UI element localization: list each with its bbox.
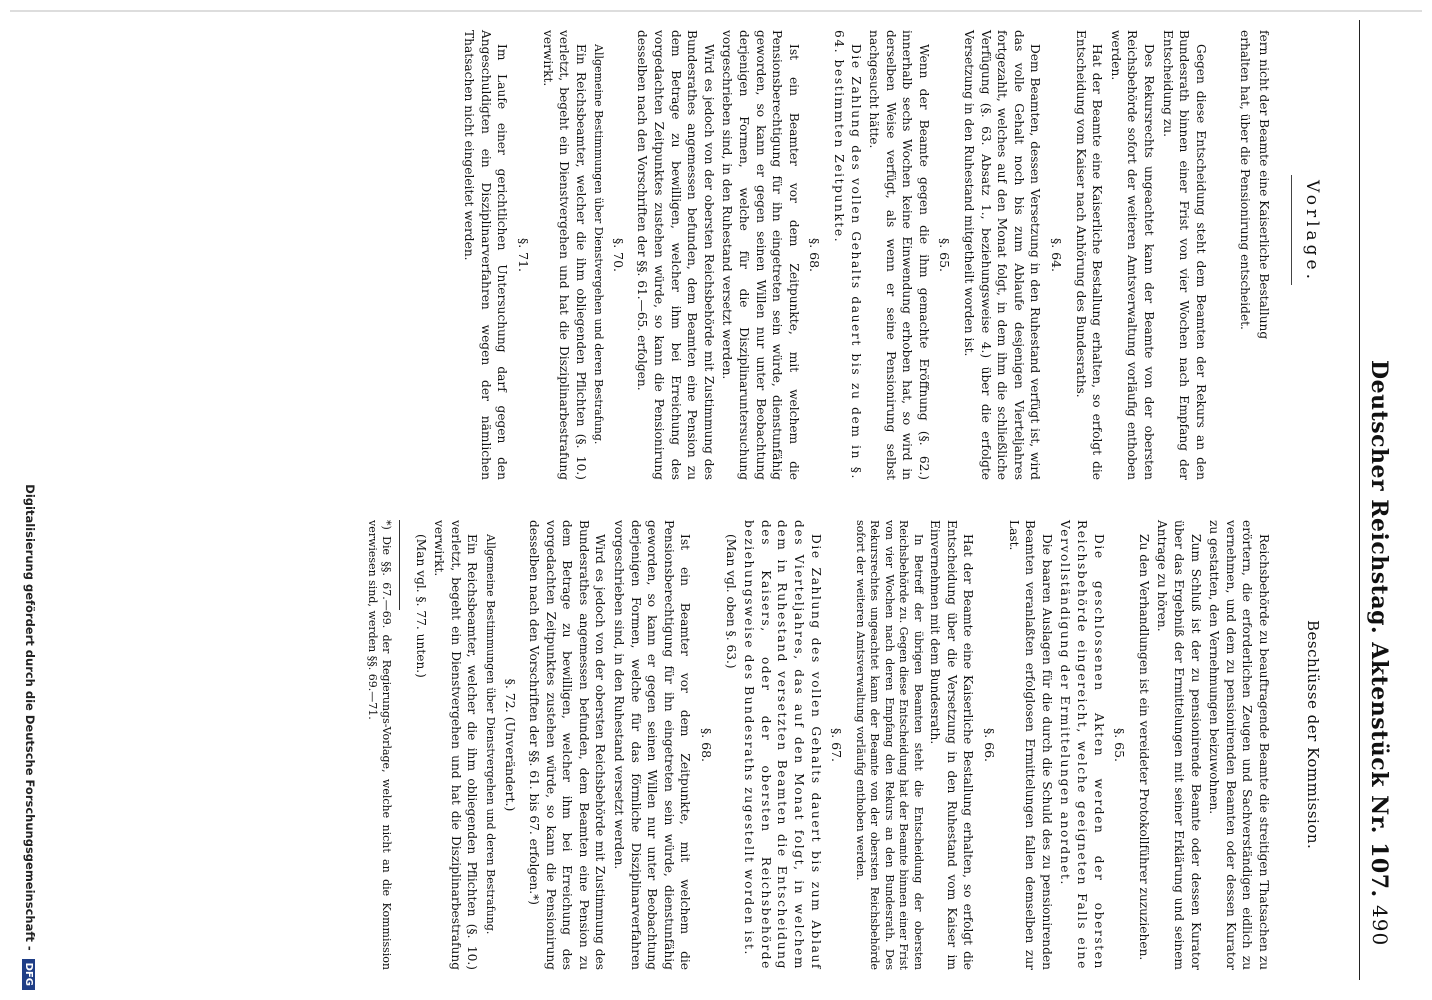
right-paragraph: Ein Reichsbeamter, welcher die ihm obliegenden Pflichten (§. 10.) verletzt, begeht ein Dienstvergehen und hat die Disziplinarbestrafung verwirkt.: [432, 520, 480, 970]
section-heading: §. 70.: [610, 237, 626, 273]
left-heading-rule: [1291, 175, 1292, 285]
right-paragraph: Die Zahlung des vollen Gehalts dauert bis zum Ablauf des Vierteljahres, das auf den Monat folgt, in welchem dem in Ruhestand versetzten Beamten die Entscheidung des Kaisers, oder der obersten Reichsbehörde beziehungsweise des Bundesraths zugestellt worden ist.: [742, 520, 823, 970]
section-heading: §. 67.: [829, 727, 845, 763]
left-continuation-line-1: fern nicht der Beamte eine Kaiserliche Bestallung: [1257, 30, 1271, 340]
left-continuation-line-2: erhalten hat, über die Pensionirung entscheidet.: [1238, 30, 1253, 330]
right-paragraph: Allgemeine Bestimmungen über Dienstvergehen und deren Bestrafung.: [483, 534, 497, 935]
section-heading: §. 64.: [1049, 237, 1065, 273]
right-paragraph: Zum Schluß ist der zu pensionirende Beamte oder dessen Kurator über das Ergebniß der Ermittelungen mit seiner Erklärung und seinem Antrage zu hören.: [1155, 520, 1203, 970]
footnote: *) Die §§. 67.—69. der Regierungs-Vorlage, welche nicht an die Kommission verwiesen sind, werden §§. 69.—71.: [366, 520, 394, 970]
digitization-text: Digitalisierung gefördert durch die Deutsche Forschungsgemeinschaft -: [23, 484, 37, 951]
section-heading: §. 71.: [515, 237, 531, 273]
page-title: Deutscher Reichstag. Aktenstück Nr. 107.: [1366, 360, 1392, 898]
scan-edge: [10, 10, 1422, 12]
right-paragraph: Die geschlossenen Akten werden der obersten Reichsbehörde eingereicht, welche geeigneten Falls eine Vervollständigung der Ermittelungen anordnet.: [1058, 520, 1106, 970]
right-paragraph: Ist ein Beamter vor dem Zeitpunkte, mit welchem die Pensionsberechtigung für ihn eingetreten sein würde, dienstunfähig geworden, so kann er gegen seinen Willen nur unter Beobachtung derjenigen Formen, welche für das förmliche Disziplinarverfahren vorgeschrieben sind, in den Ruhestand versetzt werden.: [612, 520, 693, 970]
section-heading: §. 72. (Unverändert.): [502, 678, 518, 812]
header-rule: [1359, 20, 1360, 980]
section-heading: §. 68.: [699, 727, 715, 763]
left-paragraph: Des Rekursrechts ungeachtet kann der Beamte von der obersten Reichsbehörde sofort der weiteren Amtsverwaltung vorläufig enthoben werden.: [1108, 30, 1157, 480]
left-paragraph: Ist ein Beamter vor dem Zeitpunkte, mit welchem die Pensionsberechtigung für ihn eingetreten sein würde, dienstunfähig geworden, so kann er gegen seinen Willen nur unter Beobachtung derjenigen Formen, welche für die Disziplinaruntersuchung vorgeschrieben sind, in den Ruhestand versetzt werden.: [720, 30, 801, 480]
right-paragraph: Wird es jedoch von der obersten Reichsbehörde mit Zustimmung des Bundesrathes angemessen befunden, dem Beamten eine Pension zu dem Betrage zu bewilligen, welcher ihm bei Erreichung des vorgedachten Zeitpunktes zustehen würde, so kann die Pensionirung desselben nach den Vorschriften der §§. 61. bis 67. erfolgen.*): [527, 520, 608, 970]
left-column-heading: Vorlage.: [1302, 180, 1322, 283]
right-paragraph: (Man vgl. §. 77. unten.): [413, 534, 428, 678]
left-paragraph: Dem Beamten, dessen Versetzung in den Ruhestand verfügt ist, wird das volle Gehalt noch bis zum Ablaufe desjenigen Vierteljahres fortgezahlt, welches auf den Monat folgt, in dem ihm die schließliche Verfügung (§. 63. Absatz 1., beziehungsweise 4.) über die erfolgte Versetzung in den Ruhestand mitgetheilt worden ist.: [962, 30, 1043, 480]
page-number: 490: [1368, 905, 1392, 947]
right-column: [365, 520, 1272, 970]
left-column: [459, 30, 1272, 480]
section-heading: §. 66.: [982, 727, 998, 763]
right-paragraph: Reichsbehörde zu beauftragende Beamte die streitigen Thatsachen zu erörtern, die erforderlichen Zeugen und Sachverständigen eidlich zu vernehmen, und dem zu pensionirenden Beamten oder dessen Kurator zu gestatten, den Vernehmungen beizuwohnen.: [1207, 520, 1271, 970]
left-paragraph: Im Laufe einer gerichtlichen Untersuchung darf gegen den Angeschuldigten ein Disziplinarverfahren wegen der nämlichen Thatsachen nicht eingeleitet werden.: [462, 30, 510, 480]
right-paragraph: In Betreff der übrigen Beamten steht die Entscheidung der obersten Reichsbehörde zu. Gegen diese Entscheidung hat der Beamte binnen einer Frist von vier Wochen nach deren Empfang den Rekurs an den Bundesrath. Des Rekursrechtes ungeachtet kann der Beamte von der obersten Reichsbehörde sofort der weiteren Amtsverwaltung vorläufig enthoben werden.: [853, 520, 925, 970]
right-paragraph: Hat der Beamte eine Kaiserliche Bestallung erhalten, so erfolgt die Entscheidung über die Versetzung in den Ruhestand vom Kaiser im Einvernehmen mit dem Bundesrath.: [928, 520, 976, 970]
left-paragraph: Gegen diese Entscheidung steht dem Beamten der Rekurs an den Bundesrath binnen einer Frist von vier Wochen nach Empfang der Entscheidung zu.: [1160, 30, 1208, 480]
right-column-heading: Beschlüsse der Kommission.: [1304, 620, 1322, 850]
right-paragraph: Die baaren Auslagen für die durch die Schuld des zu pensionirenden Beamten veranlaßten erfolglosen Ermittelungen fallen demselben zur Last.: [1006, 520, 1054, 970]
right-paragraph: (Man vgl. oben §. 63.): [723, 534, 738, 669]
section-heading: §. 65.: [1112, 727, 1128, 763]
left-paragraph: Allgemeine Bestimmungen über Dienstvergehen und deren Bestrafung.: [592, 44, 606, 445]
left-paragraph: Die Zahlung des vollen Gehalts dauert bis zu dem in §. 64. bestimmten Zeitpunkte.: [831, 30, 863, 480]
left-paragraph: Wenn der Beamte gegen die ihm gemachte Eröffnung (§. 62.) innerhalb sechs Wochen keine Einwendung erhoben hat, so wird in derselben Weise verfügt, als wenn er seine Pensionirung selbst nachgesucht hätte.: [867, 30, 931, 480]
left-paragraph: Hat der Beamte eine Kaiserliche Bestallung erhalten, so erfolgt die Entscheidung vom Kaiser nach Anhörung des Bundesraths.: [1073, 30, 1105, 480]
digitization-credit: [13, 10, 37, 990]
dfg-logo: DFG: [22, 959, 35, 990]
left-paragraph: Wird es jedoch von der obersten Reichsbehörde mit Zustimmung des Bundesrathes angemessen befunden, dem Beamten eine Pension zu dem Betrage zu bewilligen, welcher ihm bei Erreichung des vorgedachten Zeitpunktes zustehen würde, so kann die Pensionirung desselben nach den Vorschriften der §§. 61.—65. erfolgen.: [635, 30, 716, 480]
right-paragraph: Zu den Verhandlungen ist ein vereideter Protokollführer zuzuziehen.: [1136, 534, 1151, 961]
left-paragraph: Ein Reichsbeamter, welcher die ihm obliegenden Pflichten (§. 10.) verletzt, begeht ein Dienstvergehen und hat die Disziplinarbestrafung verwirkt.: [540, 30, 588, 480]
footnote-rule: [399, 520, 400, 610]
section-heading: §. 65.: [937, 237, 953, 273]
section-heading: §. 68.: [807, 237, 823, 273]
